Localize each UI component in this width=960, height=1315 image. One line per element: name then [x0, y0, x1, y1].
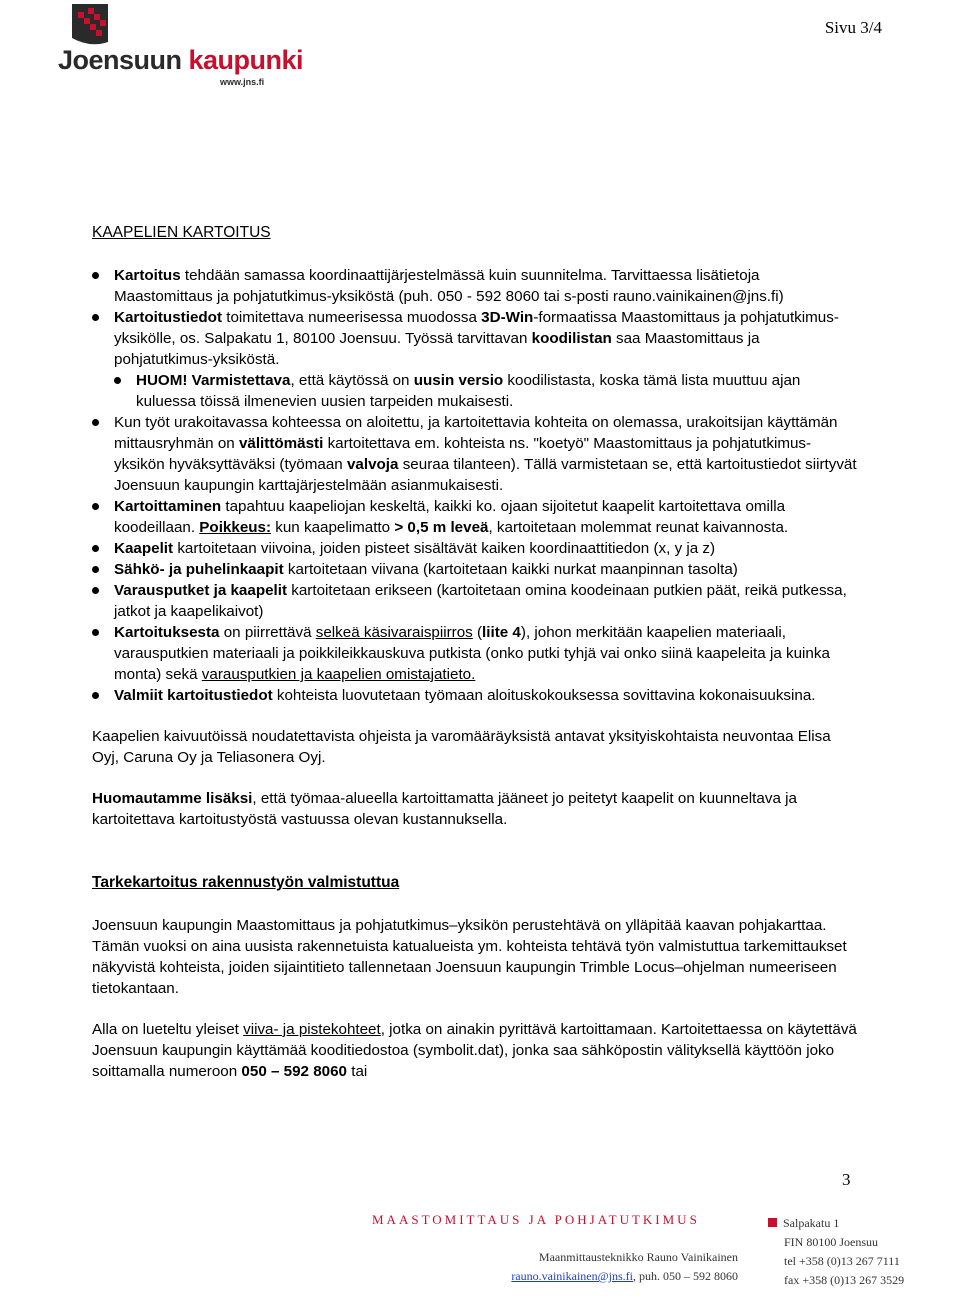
- text-run: toimitettava numeerisessa muodossa: [222, 309, 482, 326]
- text-run: saa Maastomittaus ja pohjatutkimus-yksiköstä.: [114, 330, 760, 368]
- text-run: > 0,5 m leveä: [394, 519, 489, 536]
- text-run: Kun työt urakoitavassa kohteessa on aloitettu, ja kartoitettavia kohteita on olemassa, urakoitsijan käyttämän mittausryhmän on: [114, 414, 838, 452]
- text-run: koodilistan: [531, 330, 612, 347]
- text-run: 3D-Win: [481, 309, 534, 326]
- list-item: [92, 622, 860, 685]
- footer-person: Maanmittausteknikko Rauno Vainikainen: [538, 1250, 738, 1264]
- text-run: selkeä käsivaraispiirros: [315, 624, 473, 641]
- footer-page-number: 3: [842, 1170, 851, 1189]
- logo-url: www.jns.fi: [220, 77, 265, 87]
- link-viiva-pistekohteet[interactable]: viiva- ja pistekohteet: [243, 1021, 381, 1038]
- text-run: Poikkeus:: [199, 519, 272, 536]
- footer-contact: [480, 1248, 738, 1286]
- logo-wordmark: Joensuun kaupunki: [58, 45, 304, 75]
- text-run: valvoja: [346, 456, 399, 473]
- footer-phone: , puh. 050 – 592 8060: [633, 1269, 738, 1283]
- text-run: kun kaapelimatto: [271, 519, 395, 536]
- text-run: , että käytössä on: [290, 372, 414, 389]
- footer-email-link[interactable]: rauno.vainikainen@jns.fi: [511, 1269, 633, 1283]
- text-run: (: [472, 624, 483, 641]
- text-run: Sähkö- ja puhelinkaapit: [114, 561, 284, 578]
- text-run: uusin versio: [413, 372, 504, 389]
- text-run: kohteista luovutetaan työmaan aloituskokouksessa sovittavina kokonaisuuksina.: [272, 687, 816, 704]
- square-bullet-icon: [768, 1218, 777, 1227]
- text-run: HUOM! Varmistettava: [136, 372, 291, 389]
- section-title-kaapelien: KAAPELIEN KARTOITUS: [92, 224, 271, 241]
- text-run: kartoitettava em. kohteista ns. "koetyö" Maastomittaus ja pohjatutkimus-yksikön hyväksyttäväksi (työmaan: [114, 435, 812, 473]
- text-run: Valmiit kartoitustiedot: [114, 687, 273, 704]
- text-run: , kartoitetaan molemmat reunat kaivannosta.: [488, 519, 789, 536]
- text-run: liite 4: [482, 624, 521, 641]
- coat-of-arms-icon: [68, 2, 132, 48]
- section-title-tarkekartoitus: Tarkekartoitus rakennustyön valmistuttua: [92, 874, 400, 891]
- paragraph-huomautus: Huomautamme lisäksi, että työmaa-alueella kartoittamatta jääneet jo peitetyt kaapelit on kuunneltava ja kartoitettava kartoitustyöstä vastuussa olevan kustannuksella.: [92, 790, 797, 828]
- text-run: Kartoitus: [114, 267, 181, 284]
- text-run: on piirrettävä: [219, 624, 316, 641]
- footer-address: Salpakatu 1 FIN 80100 Joensuu tel +358 (0)13 267 7111 fax +358 (0)13 267 3529: [784, 1214, 904, 1290]
- text-run: Varausputket ja kaapelit: [114, 582, 288, 599]
- text-run: kartoitetaan viivana (kartoitetaan kaikki nurkat maanpinnan tasolta): [283, 561, 738, 578]
- text-run: tehdään samassa koordinaattijärjestelmässä kuin suunnitelma. Tarvittaessa lisätietoja Maastomittaus ja pohjatutkimus-yksiköstä (puh. 050 - 592 8060 tai s-posti rauno.vainikainen@jns.fi): [114, 267, 784, 305]
- list-item: [92, 496, 860, 538]
- text-run: seuraa tilanteen). Tällä varmistetaan se, että kartoitustiedot siirtyvät Joensuun kaupungin karttajärjestelmään asianmukaisesti.: [114, 456, 857, 494]
- list-item: [92, 580, 860, 622]
- text-run: Kartoituksesta: [114, 624, 220, 641]
- text-run: Kartoittaminen: [114, 498, 222, 515]
- text-run: tapahtuu kaapeliojan keskeltä, kaikki ko. ojaan sijoitetut kaapelit kartoitettava omilla koodeillaan.: [114, 498, 786, 536]
- footer-department: MAASTOMITTAUS JA POHJATUTKIMUS: [372, 1212, 700, 1227]
- text-run: -formaatissa Maastomittaus ja pohjatutkimus-yksikölle, os. Salpakatu 1, 80100 Joensuu. Työssä tarvittavan: [114, 309, 839, 347]
- text-run: varausputkien ja kaapelien omistajatieto.: [201, 666, 476, 683]
- paragraph-perustehtava: Joensuun kaupungin Maastomittaus ja pohjatutkimus–yksikön perustehtävä on ylläpitää kaavan pohjakarttaa. Tämän vuoksi on aina uusista rakennetuista katualueista ym. kohteista tehtävä työn valmistuttua tarkemittaukset näkyvistä kohteista, joiden sijaintitieto tallennetaan Joensuun kaupungin Trimble Locus–ohjelman numeeriseen tietokantaan.: [92, 917, 847, 997]
- city-logo: [58, 2, 304, 92]
- text-run: kartoitetaan viivoina, joiden pisteet sisältävät kaiken koordinaattitiedon (x, y ja z): [173, 540, 716, 557]
- list-item: [92, 685, 860, 706]
- list-item: [92, 538, 860, 559]
- text-run: kartoitetaan erikseen (kartoitetaan omina koodeinaan putkien päät, reikä putkessa, jatkot ja kaapelikaivot): [114, 582, 847, 620]
- text-run: Kaapelit: [114, 540, 174, 557]
- text-run: ), johon merkitään kaapelien materiaali, varausputkien materiaali ja poikkileikkauskuva putkista (onko putki tyhjä vai onko siinä kaapeleita ja kuinka monta) sekä: [114, 624, 830, 683]
- paragraph-kohteet: Alla on lueteltu yleiset viiva- ja pistekohteet, jotka on ainakin pyrittävä kartoittamaan. Kartoitettaessa on käytettävä Joensuun kaupungin käyttämää kooditiedostoa (symbolit.dat), jonka saa sähköpostin välityksellä käyttöön joko soittamalla numeroon 050 – 592 8060 tai: [92, 1021, 857, 1080]
- list-item: [114, 370, 860, 412]
- list-item: [92, 412, 860, 496]
- document-body: [92, 222, 860, 1082]
- list-item: [92, 559, 860, 580]
- text-run: koodilistasta, koska tämä lista muuttuu ajan kuluessa töissä ilmenevien uusien tarpeiden mukaisesti.: [136, 372, 801, 410]
- text-run: välittömästi: [238, 435, 324, 452]
- paragraph-neuvonta: Kaapelien kaivuutöissä noudatettavista ohjeista ja varomääräyksistä antavat yksityiskohtaista neuvontaa Elisa Oyj, Caruna Oy ja Teliasonera Oyj.: [92, 728, 831, 766]
- text-run: Kartoitustiedot: [114, 309, 222, 326]
- list-item: [92, 307, 860, 370]
- bullet-list: [92, 265, 860, 706]
- list-item: [92, 265, 860, 307]
- page-label: Sivu 3/4: [824, 18, 882, 37]
